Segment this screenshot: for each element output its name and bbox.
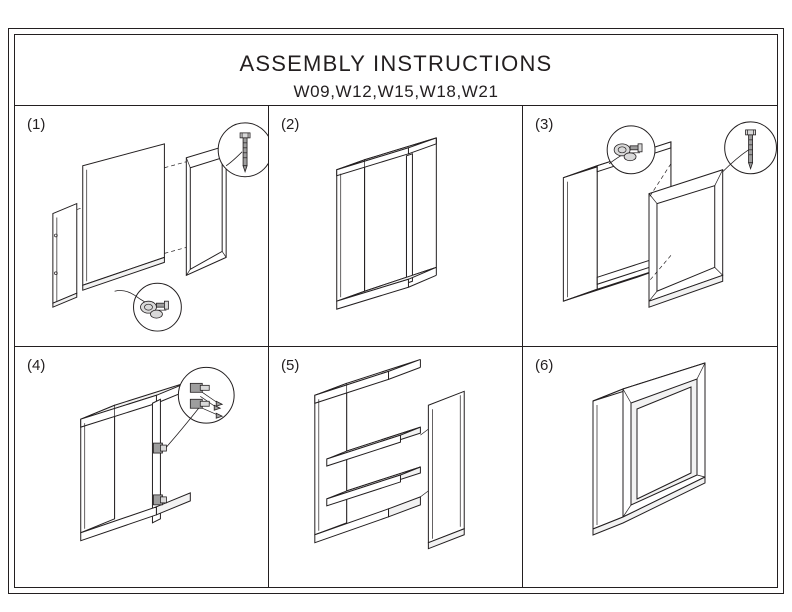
step-panel-2 — [269, 106, 523, 347]
title-block — [15, 35, 777, 106]
step-label-6: (6) — [535, 357, 554, 374]
step-label-5: (5) — [281, 357, 300, 374]
step-2-illustration — [269, 106, 522, 346]
step-4-illustration — [15, 347, 268, 588]
page-title: ASSEMBLY INSTRUCTIONS — [239, 51, 553, 76]
page-subtitle: W09,W12,W15,W18,W21 — [293, 82, 499, 101]
step-6-illustration — [523, 347, 777, 588]
step-panel-4 — [15, 347, 269, 588]
step-panel-1 — [15, 106, 269, 347]
steps-grid — [15, 106, 777, 588]
step-label-3: (3) — [535, 116, 554, 133]
step-panel-3 — [523, 106, 777, 347]
step-1-illustration — [15, 106, 268, 346]
step-5-illustration — [269, 347, 522, 588]
step-3-illustration — [523, 106, 777, 346]
step-label-4: (4) — [27, 357, 46, 374]
step-label-2: (2) — [281, 116, 300, 133]
step-panel-5 — [269, 347, 523, 588]
step-label-1: (1) — [27, 116, 46, 133]
step-panel-6 — [523, 347, 777, 588]
